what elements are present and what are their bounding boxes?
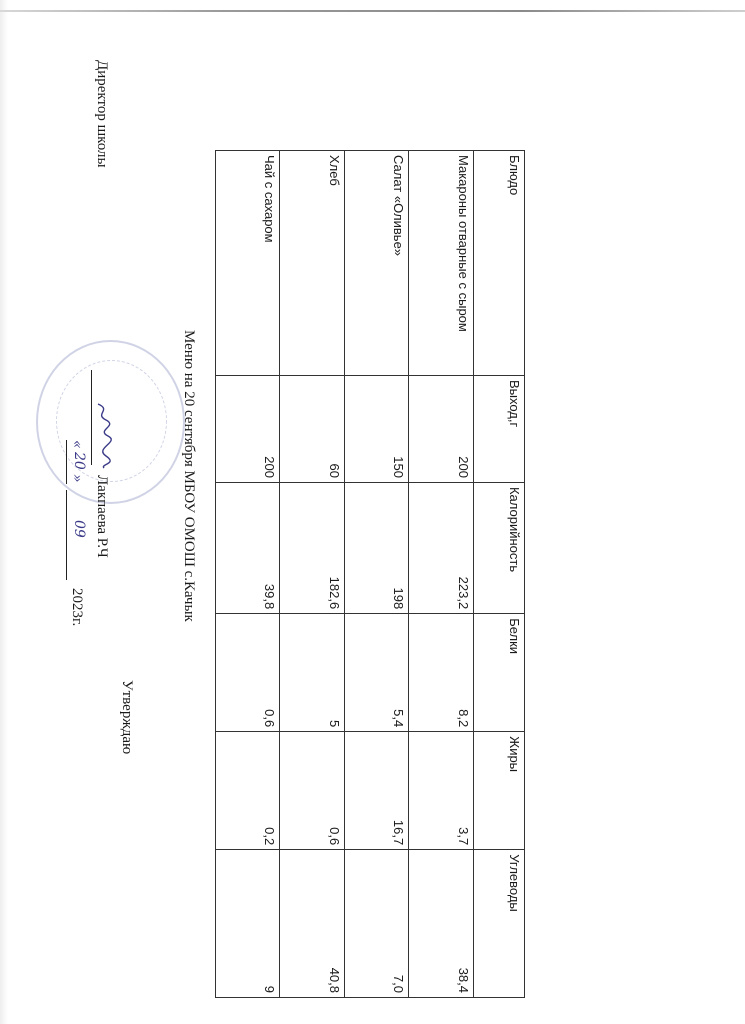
director-name: Лакпаева Р.Ч: [94, 475, 110, 558]
yield-value: 150: [345, 375, 410, 482]
carbs-value: 7,0: [345, 850, 410, 998]
director-label: Директор школы: [94, 60, 110, 168]
carbs-value: 9: [216, 850, 281, 998]
table-row: [280, 151, 345, 998]
table-row: [216, 151, 281, 998]
dish-name: Чай с сахаром: [216, 151, 281, 376]
protein-value: 8,2: [409, 614, 474, 732]
carbs-value: 40,8: [280, 850, 345, 998]
fat-value: 0,6: [280, 732, 345, 850]
dish-name: Макароны отварные с сыром: [409, 151, 474, 376]
date-day: 20: [71, 452, 87, 470]
fat-value: 3,7: [409, 732, 474, 850]
date-year: 2023г.: [69, 588, 85, 627]
column-header-carbs: Углеводы: [474, 850, 525, 998]
fat-value: 16,7: [345, 732, 410, 850]
director-signature: [88, 400, 118, 470]
calories-value: 39,8: [216, 482, 281, 613]
protein-value: 5: [280, 614, 345, 732]
table-row: [345, 151, 410, 998]
calories-value: 223,2: [409, 482, 474, 613]
column-header-fat: Жиры: [474, 732, 525, 850]
dish-name: Хлеб: [280, 151, 345, 376]
menu-header-row: [474, 151, 525, 998]
calories-value: 198: [345, 482, 410, 613]
fat-value: 0,2: [216, 732, 281, 850]
date-month: 09: [71, 520, 87, 538]
yield-value: 60: [280, 375, 345, 482]
yield-value: 200: [216, 375, 281, 482]
approval-block: [25, 60, 145, 820]
menu-table: [215, 150, 525, 998]
protein-value: 5,4: [345, 614, 410, 732]
column-header-dish: Блюдо: [474, 151, 525, 376]
protein-value: 0,6: [216, 614, 281, 732]
column-header-calories: Калорийность: [474, 482, 525, 613]
calories-value: 182,6: [280, 482, 345, 613]
yield-value: 200: [409, 375, 474, 482]
approval-title: Утверждаю: [119, 680, 135, 755]
date-close-quote: »: [69, 474, 85, 483]
dish-name: Салат «Оливье»: [345, 151, 410, 376]
column-header-protein: Белки: [474, 614, 525, 732]
date-day-underline: [66, 440, 67, 484]
date-open-quote: «: [69, 440, 85, 449]
table-row: [409, 151, 474, 998]
carbs-value: 38,4: [409, 850, 474, 998]
date-month-underline: [66, 490, 67, 580]
column-header-yield: Выход,г: [474, 375, 525, 482]
menu-title: Меню на 20 сентября МБОУ ОМОШ с.Качык: [181, 330, 197, 622]
